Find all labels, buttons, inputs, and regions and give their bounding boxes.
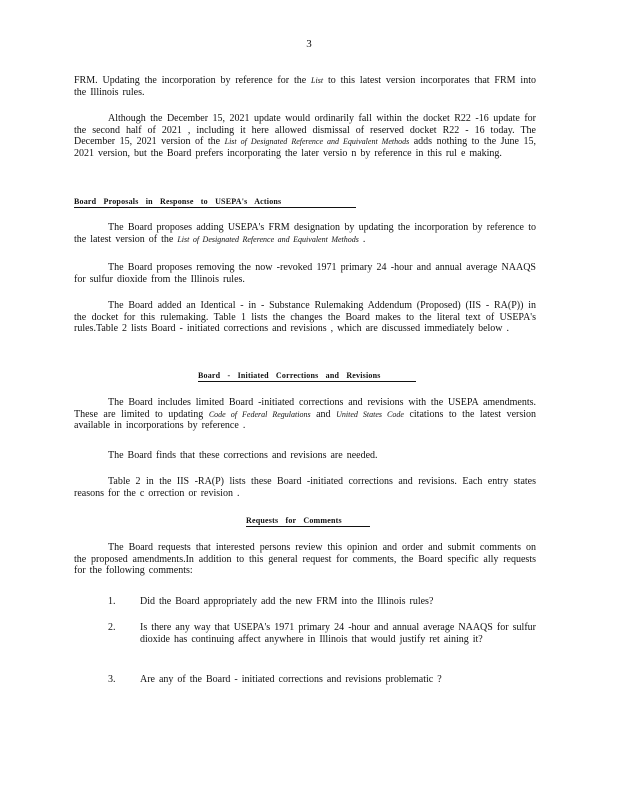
heading-board-proposals: Board Proposals in Response to USEPA's Actions (74, 197, 356, 208)
document-page: 3 FRM. Updating the incorporation by reference for the List to this latest version incorporates that FRM into the Illinois rules. Although the December 15, 2021 update would ordinarily fall within the docket R22 -16 update for the second half of 2021 , including it here allowed dismissal of reserved docket R22 - 16 today. The December 15, 2021 version of the List of Designated Reference and Equivalent Methods adds nothing to the June 15, 2021 version, but the Board prefers incorporating the later versio n by reference in this rul e making. Board Proposals in Response to USEPA's Actions The Board proposes adding USEPA's FRM designation by updating the incorporation by reference to the latest version of the List of Designated Reference and Equivalent Methods . The Board proposes removing the now -revoked 1971 primary 24 -hour and annual average NAAQS for sulfur dioxide from the Illinois rules. The Board added an Identical - in - Substance Rulemaking Addendum (Proposed) (IIS - RA(P)) in the docket for this rulemaking. Table 1 lists the changes the Board makes to the literal text of USEPA's rules.Table 2 lists Board - initiated corrections and revisions , which are discussed immediately below . Board - Initiated Corrections and Revisions The Board includes limited Board -initiated corrections and revisions with the USEPA amendments. These are limited to updating Code of Federal Regulations and United States Code citations to the latest version available in incorporations by reference . The Board finds that these corrections and revisions are needed. Table 2 in the IIS -RA(P) lists these Board -initiated corrections and revisions. Each entry states reasons for the c orrection or revision . Requests for Comments The Board requests that interested persons review this opinion and order and submit comments on the proposed amendments.In addition to this general request for comments, the Board specific ally requests for the following comments: 1. Did the Board appropriately add the new FRM into the Illinois rules? 2. Is there any way that USEPA's 1971 primary 24 -hour and annual average NAAQS for sulfur dioxide has continuing affect anywhere in Illinois that would justify ret aining it? 3. Are any of the Board - initiated corrections and revisions problematic ? (0, 0, 618, 800)
paragraph-december-update: Although the December 15, 2021 update would ordinarily fall within the docket R22 -16 update for the second half of 2021 , including it here allowed dismissal of reserved docket R22 - 16 today. The December 15, 2021 version of the List of Designated Reference and Equivalent Methods adds nothing to the June 15, 2021 version, but the Board prefers incorporating the later versio n by reference in this rul e making. (74, 113, 536, 159)
paragraph-proposes-removing: The Board proposes removing the now -revoked 1971 primary 24 -hour and annual average NAAQS for sulfur dioxide from the Illinois rules. (74, 262, 536, 285)
paragraph-limited-corrections: The Board includes limited Board -initiated corrections and revisions with the USEPA amendments. These are limited to updating Code of Federal Regulations and United States Code citations to the latest version available in incorporations by reference . (74, 397, 537, 432)
paragraph-iis-addendum: The Board added an Identical - in - Substance Rulemaking Addendum (Proposed) (IIS - RA(P)) in the docket for this rulemaking. Table 1 lists the changes the Board makes to the literal text of USEPA's rules.Table 2 lists Board - initiated corrections and revisions , which are discussed immediately below . (74, 300, 536, 335)
paragraph-corrections-needed: The Board finds that these corrections and revisions are needed. (108, 450, 378, 461)
paragraph-proposes-adding: The Board proposes adding USEPA's FRM designation by updating the incorporation by reference to the latest version of the List of Designated Reference and Equivalent Methods . (74, 222, 536, 245)
page-number: 3 (306, 38, 312, 50)
paragraph-table2-reasons: Table 2 in the IIS -RA(P) lists these Board -initiated corrections and revisions. Each entry states reasons for the c orrection or revision . (74, 476, 536, 499)
heading-board-initiated: Board - Initiated Corrections and Revisions (198, 371, 416, 382)
heading-requests-for-comments: Requests for Comments (246, 516, 370, 527)
paragraph-frm-incorporation: FRM. Updating the incorporation by reference for the List to this latest version incorporates that FRM into the Illinois rules. (74, 75, 536, 98)
paragraph-requests: The Board requests that interested persons review this opinion and order and submit comments on the proposed amendments.In addition to this general request for comments, the Board specific ally requests for the following comments: (74, 542, 536, 577)
